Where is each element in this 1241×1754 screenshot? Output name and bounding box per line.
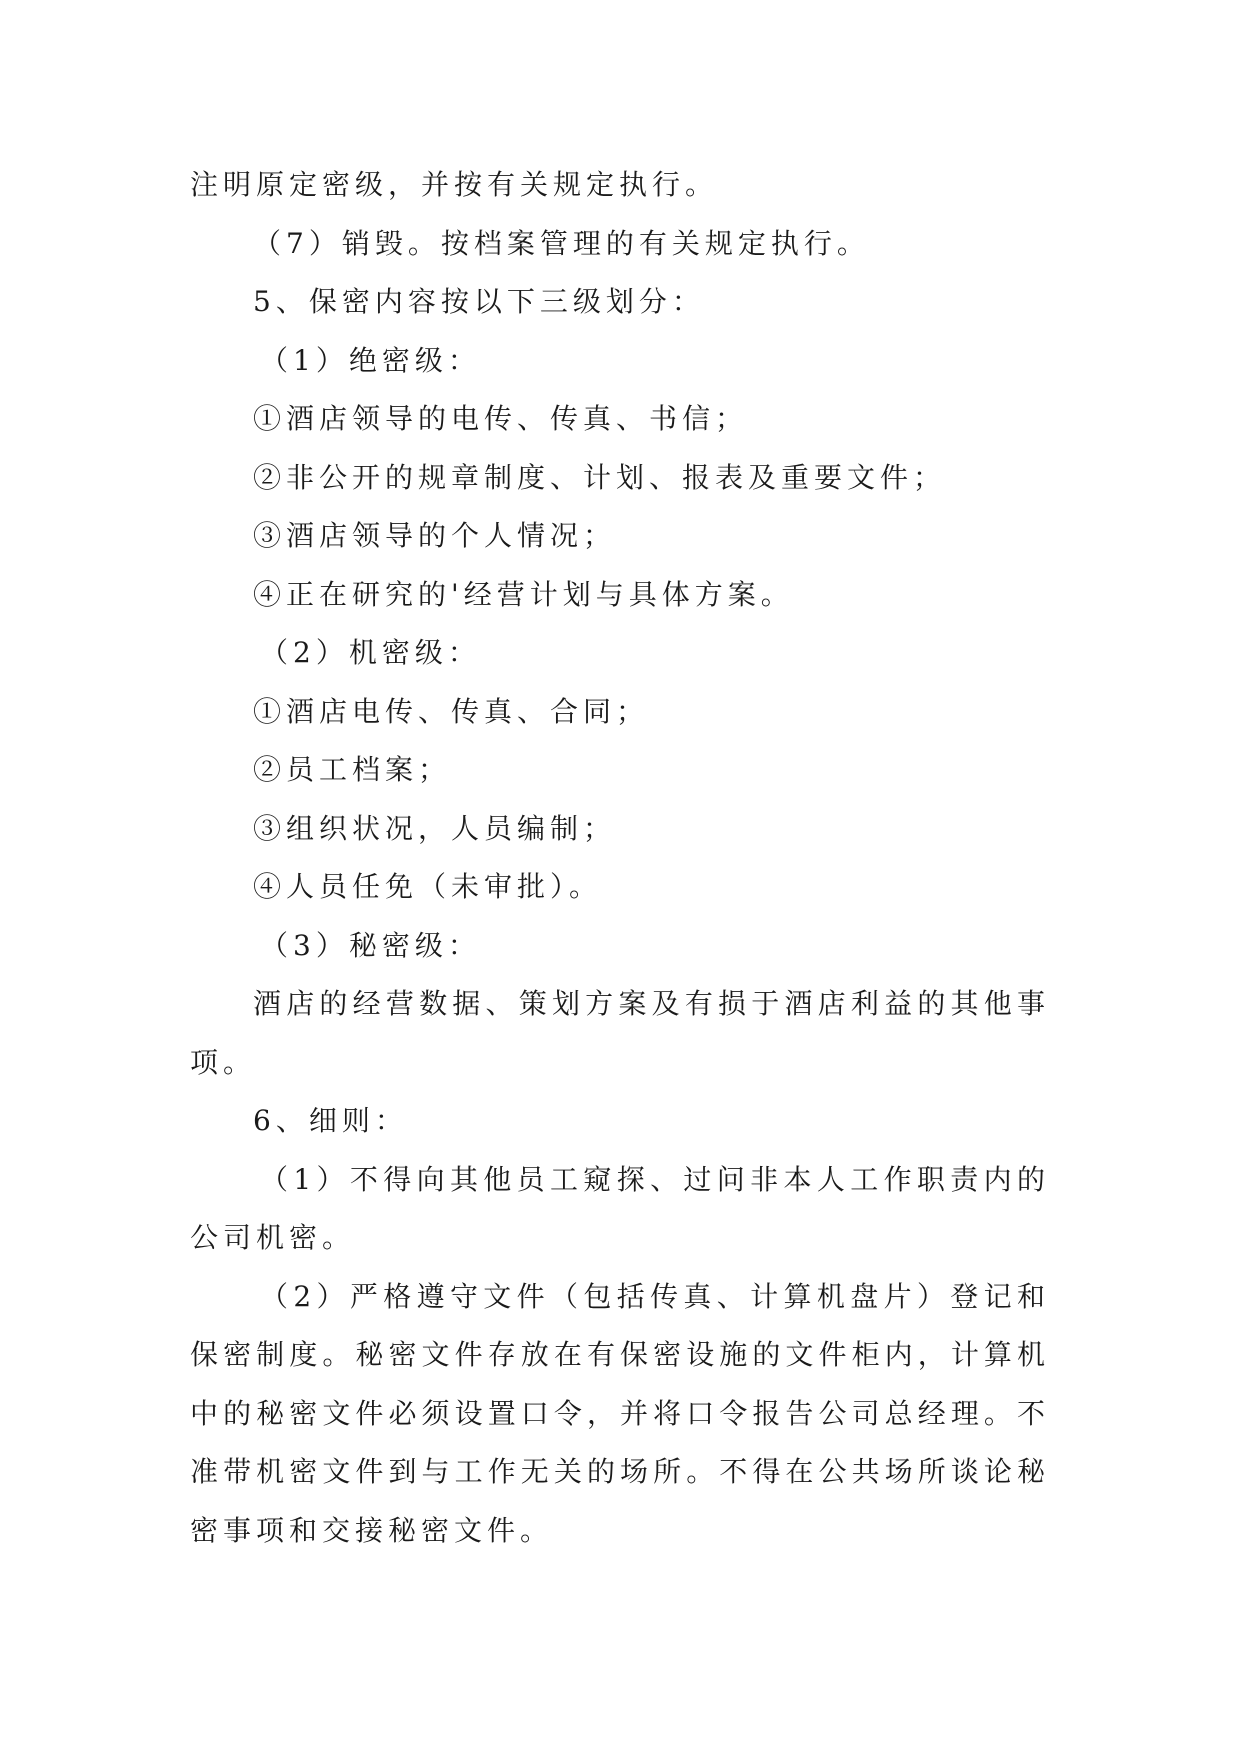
text-line: 密事项和交接秘密文件。 [190, 1513, 554, 1547]
text-line: （1）不得向其他员工窥探、过问非本人工作职责内的 [260, 1162, 1050, 1196]
subsection-heading: （1）绝密级： [260, 343, 481, 377]
text-line: 酒店的经营数据、策划方案及有损于酒店利益的其他事 [253, 987, 1050, 1020]
body-text [190, 156, 1050, 1560]
text-line: 公司机密。 [190, 1221, 356, 1254]
text-line: 中的秘密文件必须设置口令，并将口令报告公司总经理。不 [190, 1396, 1050, 1430]
list-item: ②员工档案； [253, 753, 452, 786]
section-heading: 5、保密内容按以下三级划分： [253, 285, 705, 318]
text-line: 注明原定密级，并按有关规定执行。 [190, 168, 719, 201]
text-line: 项。 [190, 1045, 257, 1079]
subsection-heading: （3）秘密级： [260, 928, 481, 962]
list-item: ①酒店电传、传真、合同； [253, 694, 650, 728]
list-item: ③组织状况，人员编制； [253, 811, 617, 845]
text-line: （7）销毁。按档案管理的有关规定执行。 [253, 226, 870, 260]
list-item: ④人员任免（未审批）。 [253, 870, 603, 903]
list-item: ④正在研究的'经营计划与具体方案。 [253, 577, 794, 611]
list-item: ③酒店领导的个人情况； [253, 519, 617, 552]
text-line: 保密制度。秘密文件存放在有保密设施的文件柜内，计算机 [190, 1338, 1050, 1371]
section-heading: 6、细则： [253, 1104, 408, 1137]
text-line: 准带机密文件到与工作无关的场所。不得在公共场所谈论秘 [190, 1455, 1050, 1488]
list-item: ①酒店领导的电传、传真、书信； [253, 402, 749, 435]
text-line: （2）严格遵守文件（包括传真、计算机盘片）登记和 [260, 1279, 1050, 1313]
subsection-heading: （2）机密级： [260, 636, 481, 669]
list-item: ②非公开的规章制度、计划、报表及重要文件； [253, 460, 947, 494]
